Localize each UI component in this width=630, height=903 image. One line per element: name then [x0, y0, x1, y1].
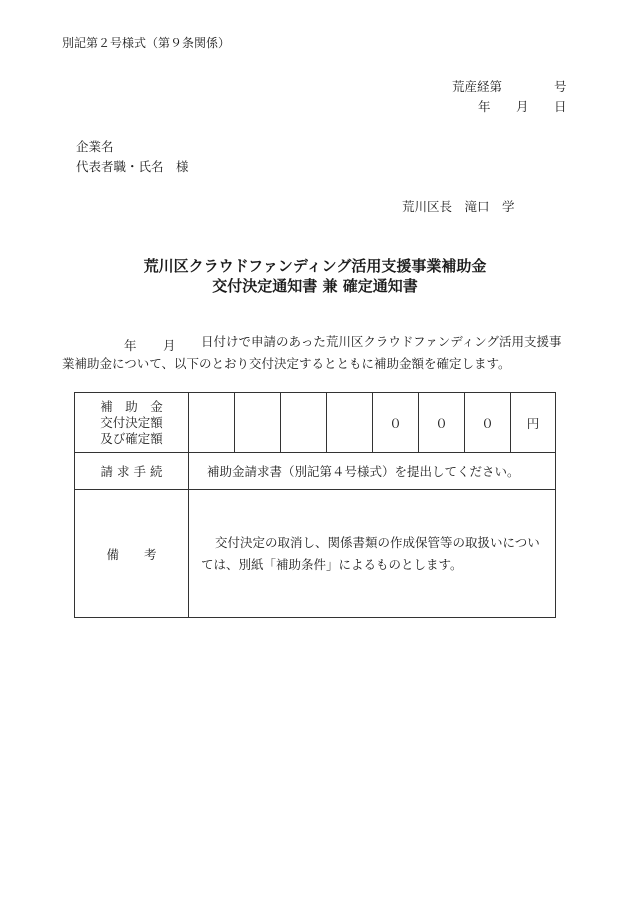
- date-month: 月: [516, 99, 529, 114]
- amount-label-line-1: 補 助 金: [100, 398, 163, 414]
- amount-digit-4: [327, 393, 373, 453]
- body-text: 日付けで申請のあった荒川区クラウドファンディング活用支援事業補助金について、以下のとおり交付決定するとともに補助金額を確定します。: [62, 334, 562, 371]
- amount-table: [74, 392, 556, 618]
- amount-digit-3: [281, 393, 327, 453]
- date-year: 年: [478, 99, 491, 114]
- amount-digit-6: ０: [419, 393, 465, 453]
- notes-label: 備 考: [75, 490, 189, 618]
- amount-digit-1: [189, 393, 235, 453]
- form-label: 別記第２号様式（第９条関係）: [62, 36, 231, 50]
- notes-cell: [189, 490, 556, 618]
- date-day: 日: [554, 99, 567, 114]
- amount-row: [75, 393, 556, 453]
- recipient-company: 企業名: [76, 139, 114, 154]
- sender-name: 荒川区長 滝口 学: [402, 199, 515, 214]
- recipient-representative: 代表者職・氏名 様: [76, 159, 189, 174]
- reference-prefix: 荒産経第: [452, 79, 503, 94]
- amount-label-line-2: 交付決定額: [100, 414, 163, 430]
- currency-unit: 円: [511, 393, 556, 453]
- title-line-1: 荒川区クラウドファンディング活用支援事業補助金: [143, 257, 487, 275]
- title-line-2: 交付決定通知書 兼 確定通知書: [212, 277, 418, 295]
- body-month: 月: [163, 338, 176, 353]
- request-text: 補助金請求書（別記第４号様式）を提出してください。: [189, 453, 556, 490]
- notes-text: 交付決定の取消し、関係書類の作成保管等の取扱いについては、別紙「補助条件」によるものとします。: [201, 534, 540, 572]
- amount-label-line-3: 及び確定額: [100, 430, 163, 446]
- notes-row: [75, 490, 556, 618]
- amount-digit-7: ０: [465, 393, 511, 453]
- amount-digit-5: ０: [373, 393, 419, 453]
- request-row: [75, 453, 556, 490]
- request-label: 請 求 手 続: [75, 453, 189, 490]
- body-year: 年: [124, 338, 137, 353]
- amount-digit-2: [235, 393, 281, 453]
- reference-suffix: 号: [554, 79, 567, 94]
- amount-label: [75, 393, 189, 453]
